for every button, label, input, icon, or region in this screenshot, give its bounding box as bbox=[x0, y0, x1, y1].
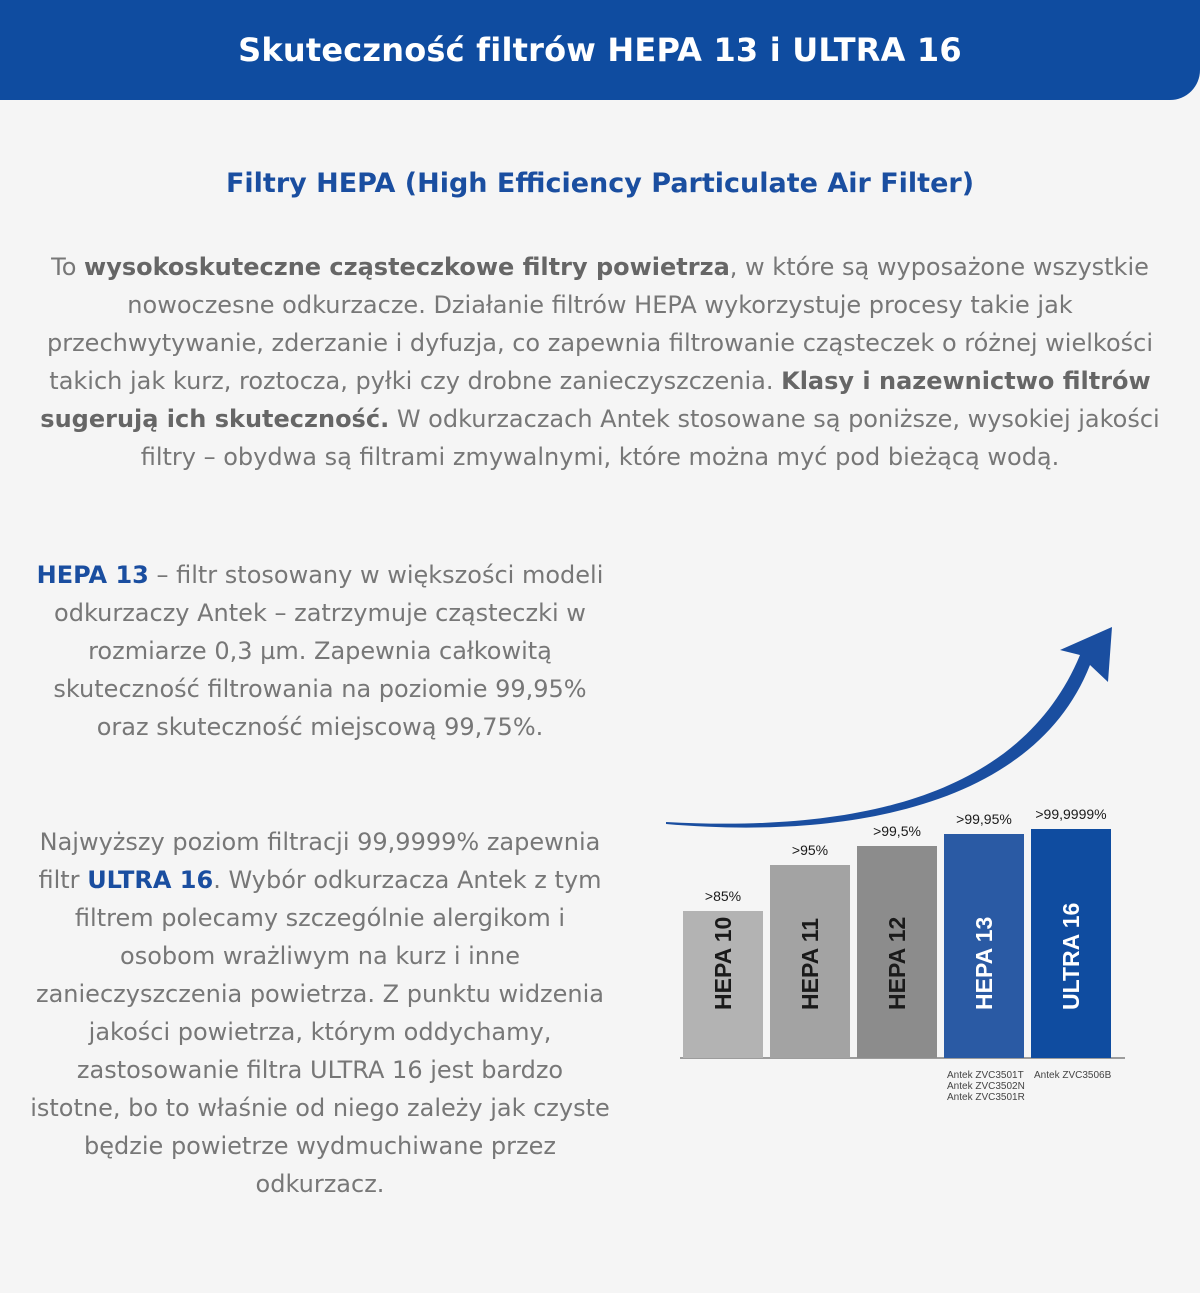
intro-bold-1: wysokoskuteczne cząsteczkowe filtry powietrza bbox=[84, 253, 730, 281]
intro-text-2: , w które są wyposażone wszystkie nowoczesne odkurzacze. Działanie filtrów HEPA wykorzystuje procesy takie jak przechwytywanie, zderzanie i dyfuzja, co zapewnia filtrowanie cząsteczek o różnej wielkości takich jak kurz, roztocza, pyłki czy drobne zanieczyszczenia. bbox=[46, 253, 1153, 395]
value-label: >99,5% bbox=[873, 823, 921, 839]
model-label: Antek ZVC3501T bbox=[947, 1070, 1024, 1081]
category-label: HEPA 10 bbox=[710, 916, 736, 1010]
hepa13-text: – filtr stosowany w większości modeli odkurzaczy Antek – zatrzymuje cząsteczki w rozmiarze 0,3 µm. Zapewnia całkowitą skuteczność filtrowania na poziomie 99,95% oraz skuteczność miejscową 99,75%. bbox=[53, 561, 604, 741]
ultra16-text-2: . Wybór odkurzacza Antek z tym filtrem polecamy szczególnie alergikom i osobom wrażliwym na kurz i inne zanieczyszczenia powietrza. Z punktu widzenia jakości powietrza, którym oddychamy, zastosowanie filtra ULTRA 16 jest bardzo istotne, bo to właśnie od niego zależy jak czyste będzie powietrze wydmuchiwane przez odkurzacz. bbox=[30, 866, 610, 1198]
value-label: >85% bbox=[704, 888, 742, 904]
model-label: Antek ZVC3501R bbox=[947, 1092, 1025, 1103]
category-label: HEPA 13 bbox=[971, 916, 997, 1010]
intro-text-1: To bbox=[51, 253, 85, 281]
intro-paragraph bbox=[40, 248, 1160, 476]
value-label: >95% bbox=[791, 842, 829, 858]
header-banner bbox=[0, 0, 1200, 100]
section-subtitle: Filtry HEPA (High Efficiency Particulate Air Filter) bbox=[225, 168, 975, 199]
ultra16-text-1: Najwyższy poziom filtracji 99,9999% zapewnia filtr bbox=[38, 828, 601, 894]
value-label: >99,95% bbox=[956, 811, 1012, 827]
model-label: Antek ZVC3506B bbox=[1034, 1070, 1112, 1081]
filter-efficiency-chart bbox=[650, 600, 1150, 1120]
intro-text-3: W odkurzaczach Antek stosowane są poniższe, wysokiej jakości filtry – obydwa są filtrami zmywalnymi, które można myć pod bieżącą wodą. bbox=[140, 405, 1160, 471]
hepa13-name: HEPA 13 bbox=[36, 561, 149, 589]
category-label: HEPA 12 bbox=[884, 916, 910, 1010]
trend-arrow bbox=[666, 627, 1112, 828]
category-label: ULTRA 16 bbox=[1058, 902, 1084, 1010]
value-label: >99,9999% bbox=[1035, 806, 1107, 822]
intro-bold-2: Klasy i nazewnictwo filtrów sugerują ich skuteczność. bbox=[40, 367, 1151, 433]
page-title: Skuteczność filtrów HEPA 13 i ULTRA 16 bbox=[238, 31, 962, 69]
hepa13-description bbox=[30, 556, 610, 746]
ultra16-description bbox=[30, 823, 610, 1203]
ultra16-name: ULTRA 16 bbox=[87, 866, 214, 894]
category-label: HEPA 11 bbox=[797, 917, 823, 1010]
model-label: Antek ZVC3502N bbox=[947, 1081, 1025, 1092]
